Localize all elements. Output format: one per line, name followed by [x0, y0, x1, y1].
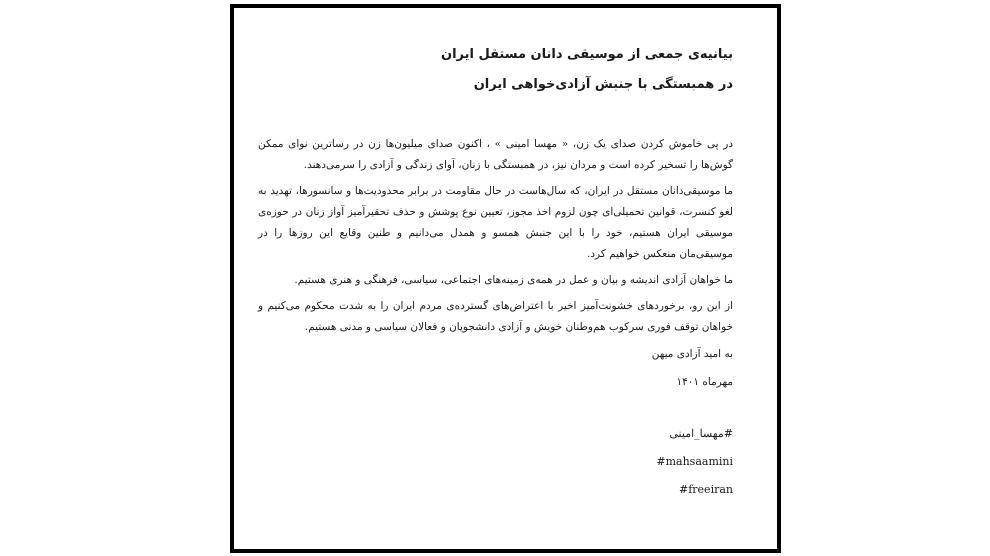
paragraph-3: ما خواهان آزادی اندیشه و بیان و عمل در همه‌ی زمینه‌های اجتماعی، سیاسی، فرهنگی و هنری هستیم. [294, 274, 733, 286]
paragraph-2: ما موسیقی‌دانان مستقل در ایران، که سال‌هاست در حال مقاومت در برابر محدودیت‌ها و سانسورها، تهدید به لغو کنسرت، قوانین تحمیلی‌ای چون لزوم اخذ مجوز، تعیین نوع پوشش و حذف تحقیرآمیز آواز زنان در حوزه‌ی موسیقی ایران هستیم، خود را با این جنبش همسو و همدل می‌دانیم و طنین وقایع این روزها را در موسیقی‌مان منعکس خواهیم کرد. [258, 185, 733, 260]
statement-subtitle: در همبستگی با جنبش آزادی‌خواهی ایران [473, 77, 733, 92]
hashtag-freeiran: #freeiran [679, 483, 733, 496]
hashtag-mahsa-amini-fa: #مهسا_امینی [669, 427, 733, 440]
paragraph-4: از این رو، برخوردهای خشونت‌آمیز اخیر با اعتراض‌های گسترده‌ی مردم ایران را به شدت محکوم می‌کنیم و خواهان توقف فوری سرکوب هم‌وطنان خویش و آزادی دانشجویان و فعالان سیاسی و مدنی هستیم. [258, 300, 733, 333]
document-frame [230, 4, 781, 553]
statement-title: بیانیه‌ی جمعی از موسیقی دانان مستقل ایران [440, 47, 733, 62]
hashtag-mahsaamini: #mahsaamini [656, 455, 733, 468]
date-line: مهرماه ۱۴۰۱ [676, 376, 733, 388]
statement-body [258, 46, 733, 539]
hashtag-list [258, 426, 733, 498]
paragraph-1: در پی خاموش کردن صدای یک زن، « مهسا امینی » ، اکنون صدای میلیون‌ها زن در رساترین نوای ممکن گوش‌ها را تسخیر کرده است و مردان نیز، در همبستگی با زنان، آوای زندگی و آزادی را سرمی‌دهند. [258, 138, 733, 171]
closing-line: به امید آزادی میهن [651, 348, 733, 360]
